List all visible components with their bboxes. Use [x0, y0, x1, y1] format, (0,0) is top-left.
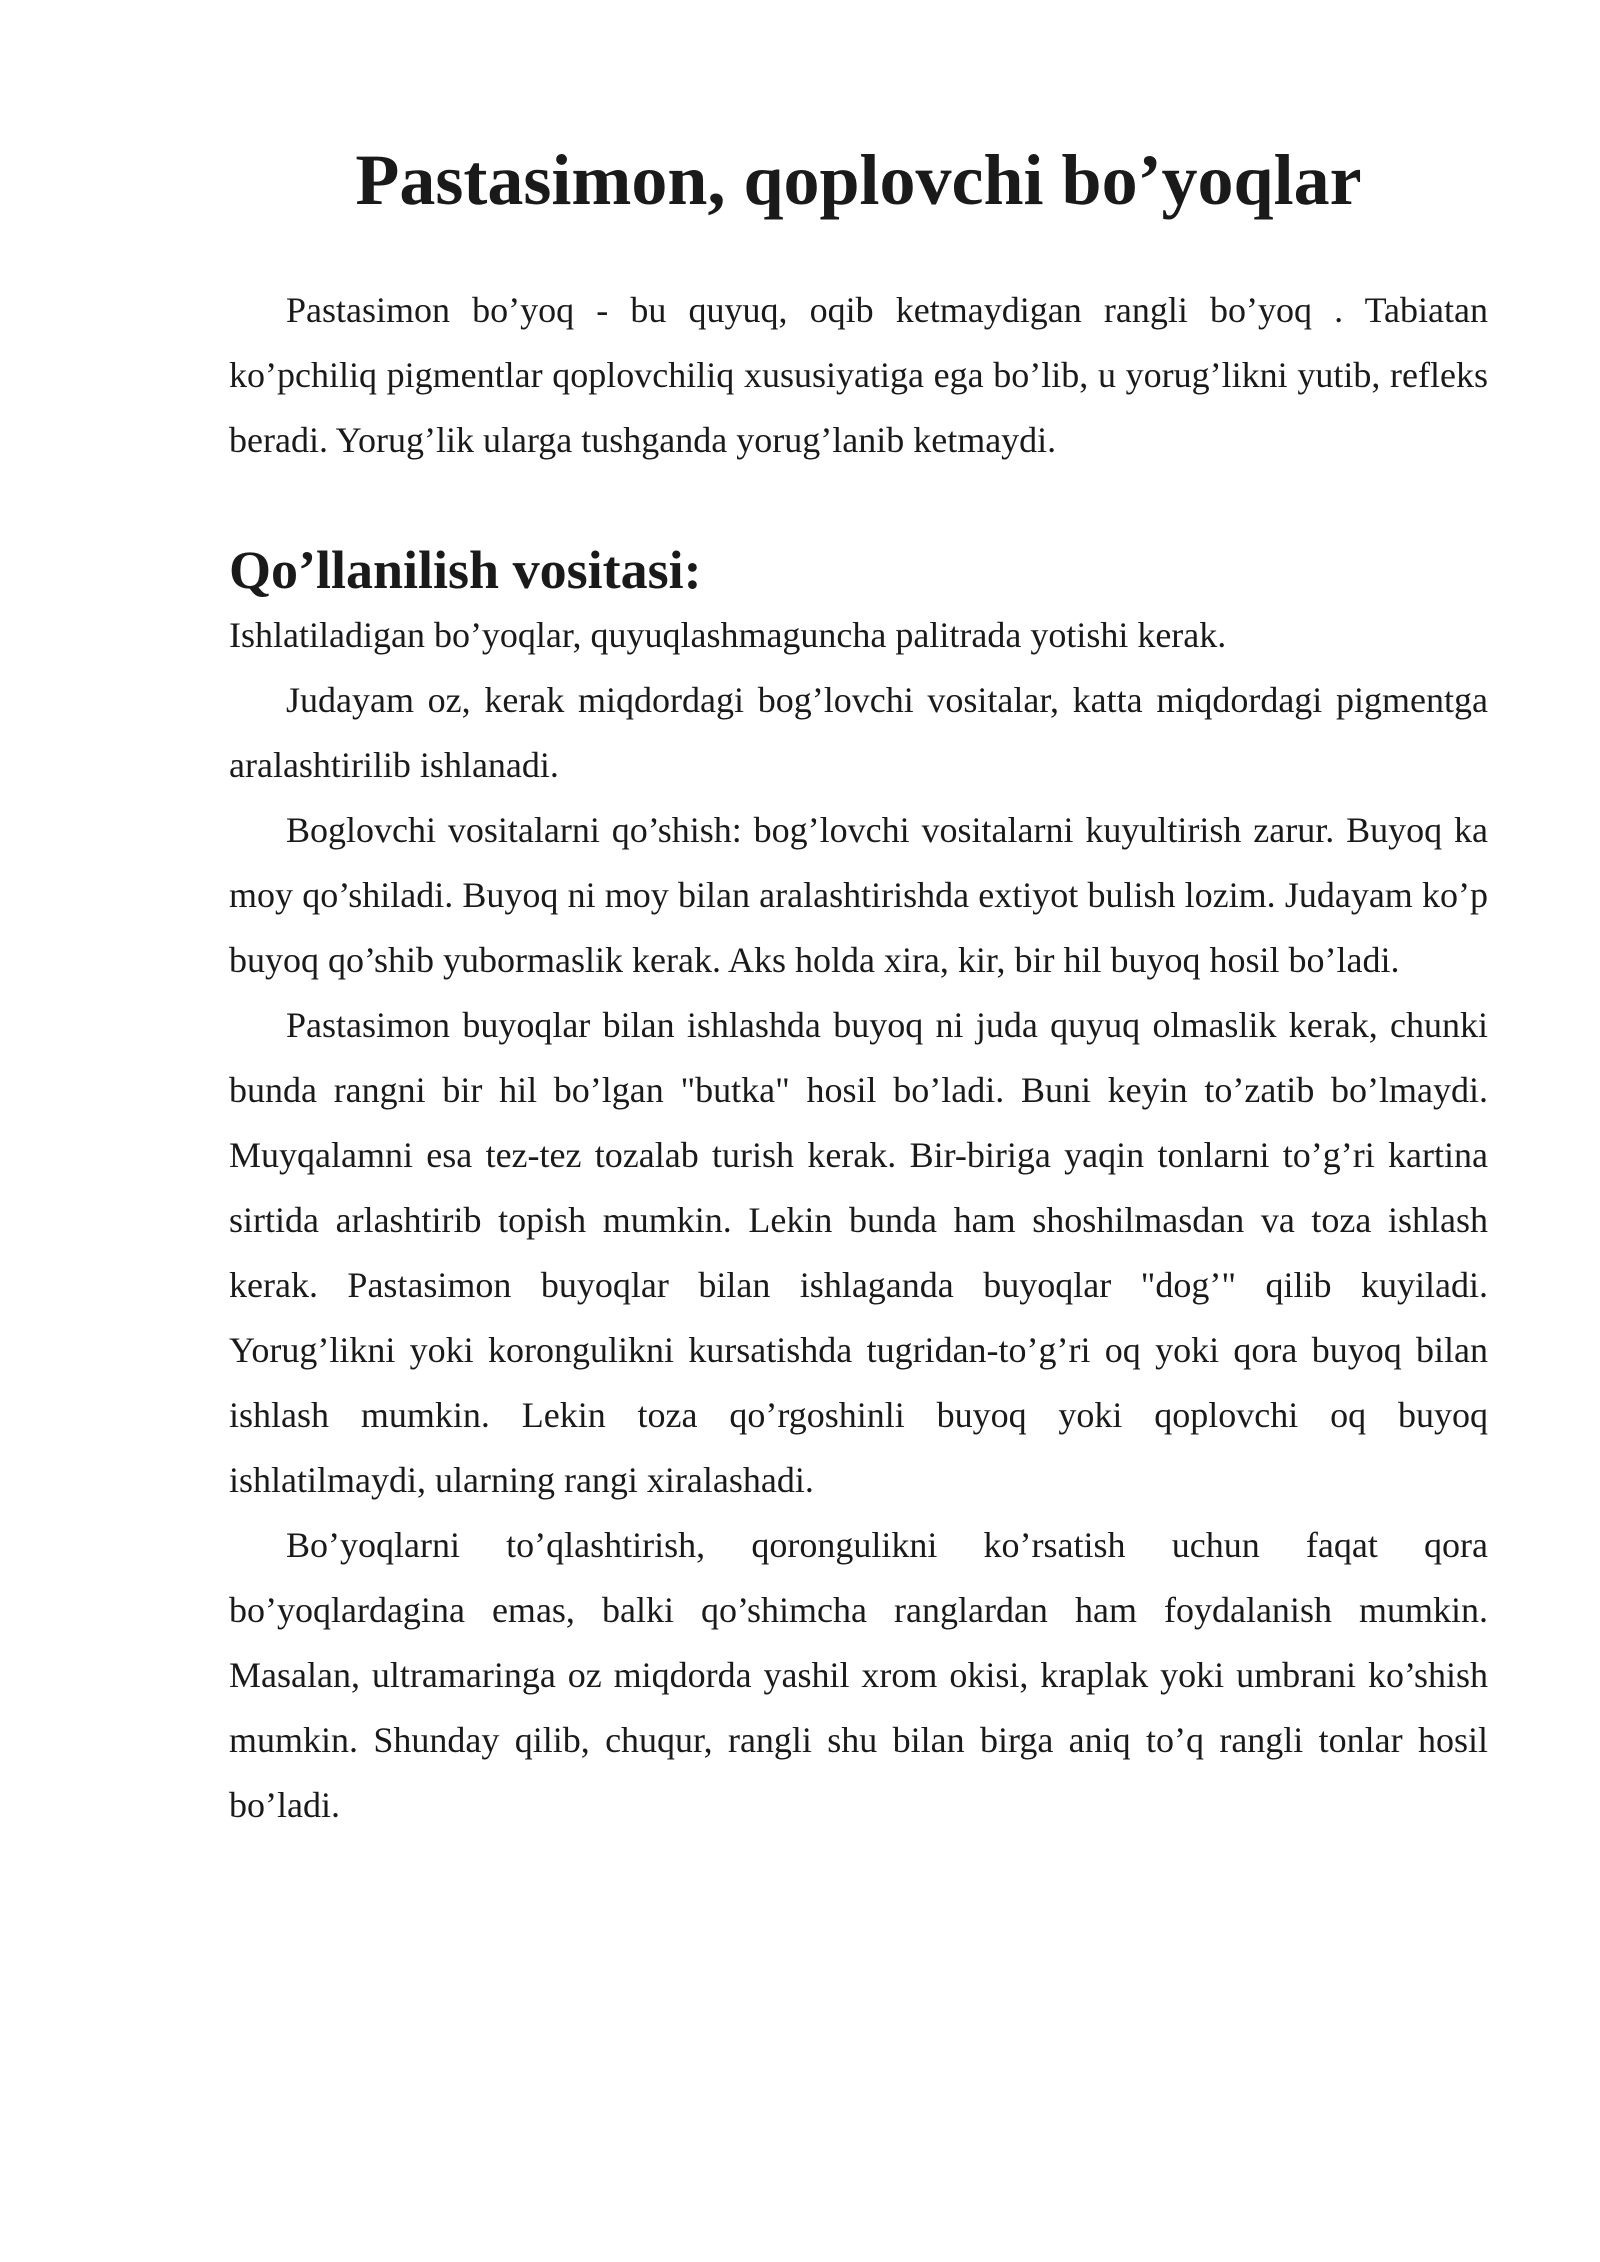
body-paragraph: Ishlatiladigan bo’yoqlar, quyuqlashmaguncha palitrada yotishi kerak.	[229, 615, 1227, 655]
section-heading: Qo’llanilish vositasi:	[229, 540, 702, 600]
body-paragraph: Bo’yoqlarni to’qlashtirish, qorongulikni ko’rsatish uchun faqat qora bo’yoqlardagina emas, balki qo’shimcha ranglardan ham foydalanish mumkin. Masalan, ultramaringa oz miqdorda yashil xrom okisi, kraplak yoki umbrani ko’shish mumkin. Shunday qilib, chuqur, rangli shu bilan birga aniq to’q rangli tonlar hosil bo’ladi.	[229, 1525, 1488, 1825]
body-paragraph: Pastasimon buyoqlar bilan ishlashda buyoq ni juda quyuq olmaslik kerak, chunki bunda rangni bir hil bo’lgan "butka" hosil bo’ladi. Buni keyin to’zatib bo’lmaydi. Muyqalamni esa tez-tez tozalab turish kerak. Bir-biriga yaqin tonlarni to’g’ri kartina sirtida arlashtirib topish mumkin. Lekin bunda ham shoshilmasdan va toza ishlash kerak. Pastasimon buyoqlar bilan ishlaganda buyoqlar "dog’" qilib kuyiladi. Yorug’likni yoki korongulikni kursatishda tugridan-to’g’ri oq yoki qora buyoq bilan ishlash mumkin. Lekin toza qo’rgoshinli buyoq yoki qoplovchi oq buyoq ishlatilmaydi, ularning rangi xiralashadi.	[229, 1005, 1488, 1500]
page-title: Pastasimon, qoplovchi bo’yoqlar	[355, 140, 1362, 220]
body-paragraph: Boglovchi vositalarni qo’shish: bog’lovchi vositalarni kuyultirish zarur. Buyoq ka moy qo’shiladi. Buyoq ni moy bilan aralashtirishda extiyot bulish lozim. Judayam ko’p buyoq qo’shib yubormaslik kerak. Aks holda xira, kir, bir hil buyoq hosil bo’ladi.	[229, 810, 1488, 980]
intro-paragraph: Pastasimon bo’yoq - bu quyuq, oqib ketmaydigan rangli bo’yoq . Tabiatan ko’pchiliq pigmentlar qoplovchiliq xususiyatiga ega bo’lib, u yorug’likni yutib, refleks beradi. Yorug’lik ularga tushganda yorug’lanib ketmaydi.	[229, 290, 1488, 460]
body-paragraph: Judayam oz, kerak miqdordagi bog’lovchi vositalar, katta miqdordagi pigmentga aralashtirilib ishlanadi.	[229, 680, 1488, 785]
document-page	[229, 140, 1488, 1838]
